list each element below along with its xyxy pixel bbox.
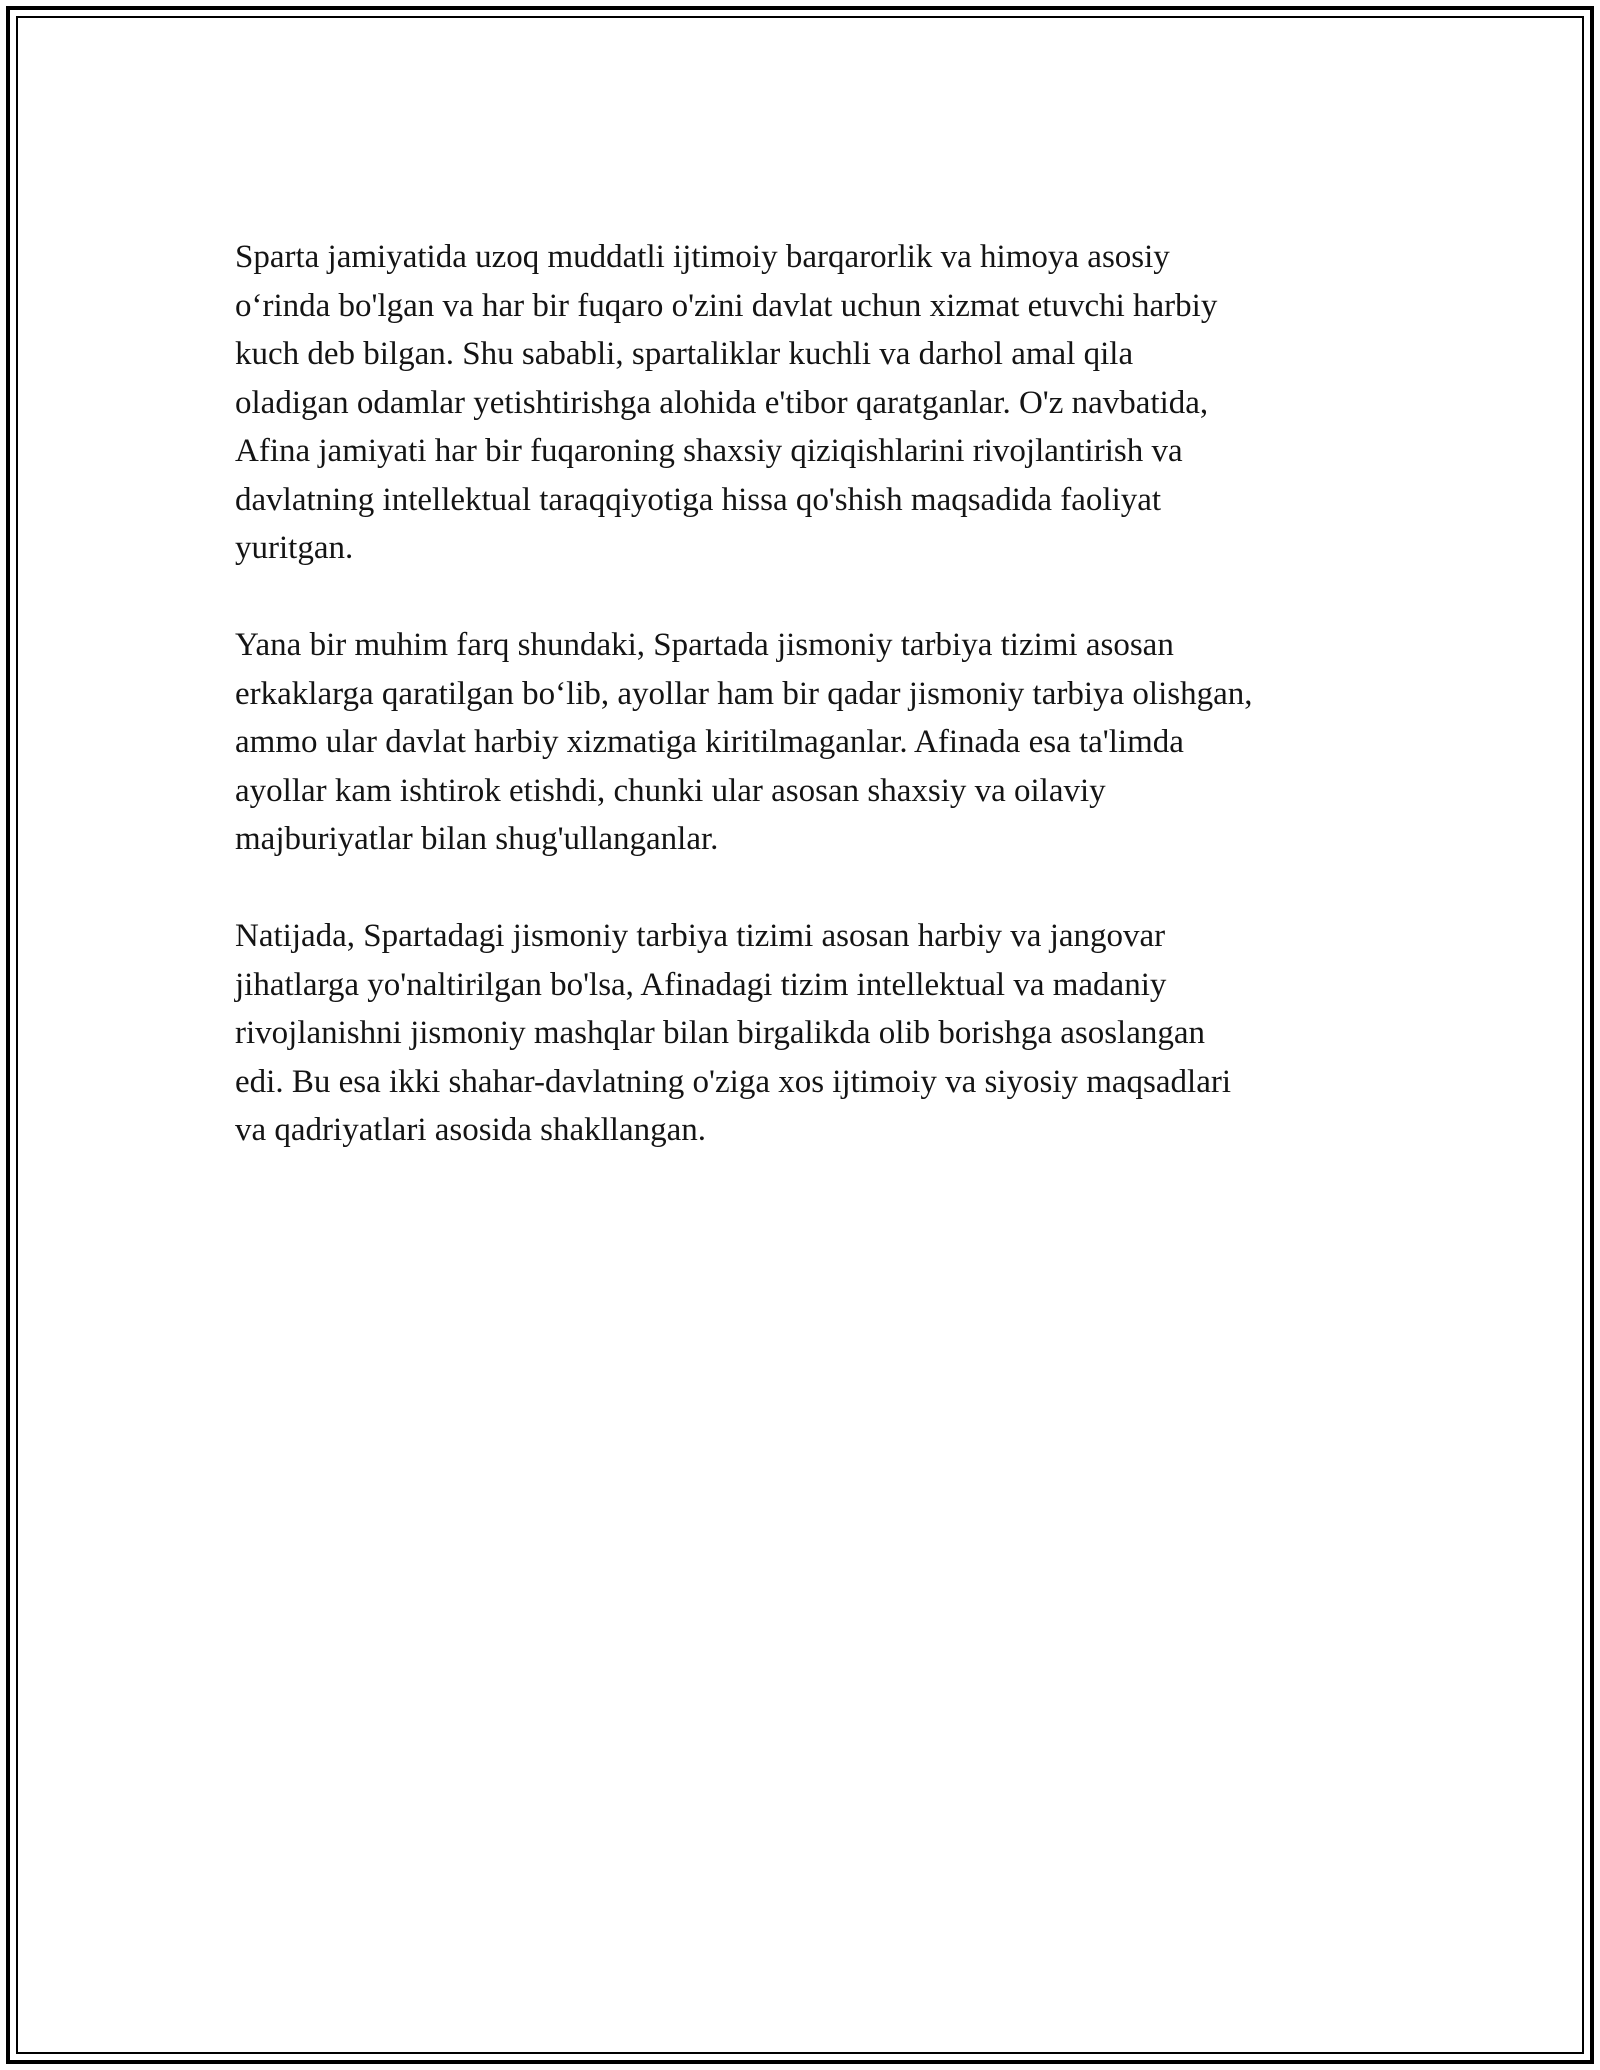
paragraph-1: Sparta jamiyatida uzoq muddatli ijtimoiy barqarorlik va himoya asosiy o‘rinda bo'lgan va har bir fuqaro o'zini davlat uchun xizmat etuvchi harbiy kuch deb bilgan. Shu sababli, spartaliklar kuchli va darhol amal qila oladigan odamlar yetishtirishga alohida e'tibor qaratganlar. O'z navbatida, Afina jamiyati har bir fuqaroning shaxsiy qiziqishlarini rivojlantirish va davlatning intellektual taraqqiyotiga hissa qo'shish maqsadida faoliyat yuritgan. [235, 239, 1218, 566]
paragraph-3: Natijada, Spartadagi jismoniy tarbiya tizimi asosan harbiy va jangovar jihatlarga yo'naltirilgan bo'lsa, Afinadagi tizim intellektual va madaniy rivojlanishni jismoniy mashqlar bilan birgalikda olib borishga asoslangan edi. Bu esa ikki shahar-davlatning o'ziga xos ijtimoiy va siyosiy maqsadlari va qadriyatlari asosida shakllangan. [235, 918, 1232, 1148]
document-body [235, 233, 1375, 1155]
paragraph-2: Yana bir muhim farq shundaki, Spartada jismoniy tarbiya tizimi asosan erkaklarga qaratilgan bo‘lib, ayollar ham bir qadar jismoniy tarbiya olishgan, ammo ular davlat harbiy xizmatiga kiritilmaganlar. Afinada esa ta'limda ayollar kam ishtirok etishdi, chunki ular asosan shaxsiy va oilaviy majburiyatlar bilan shug'ullanganlar. [235, 627, 1253, 857]
